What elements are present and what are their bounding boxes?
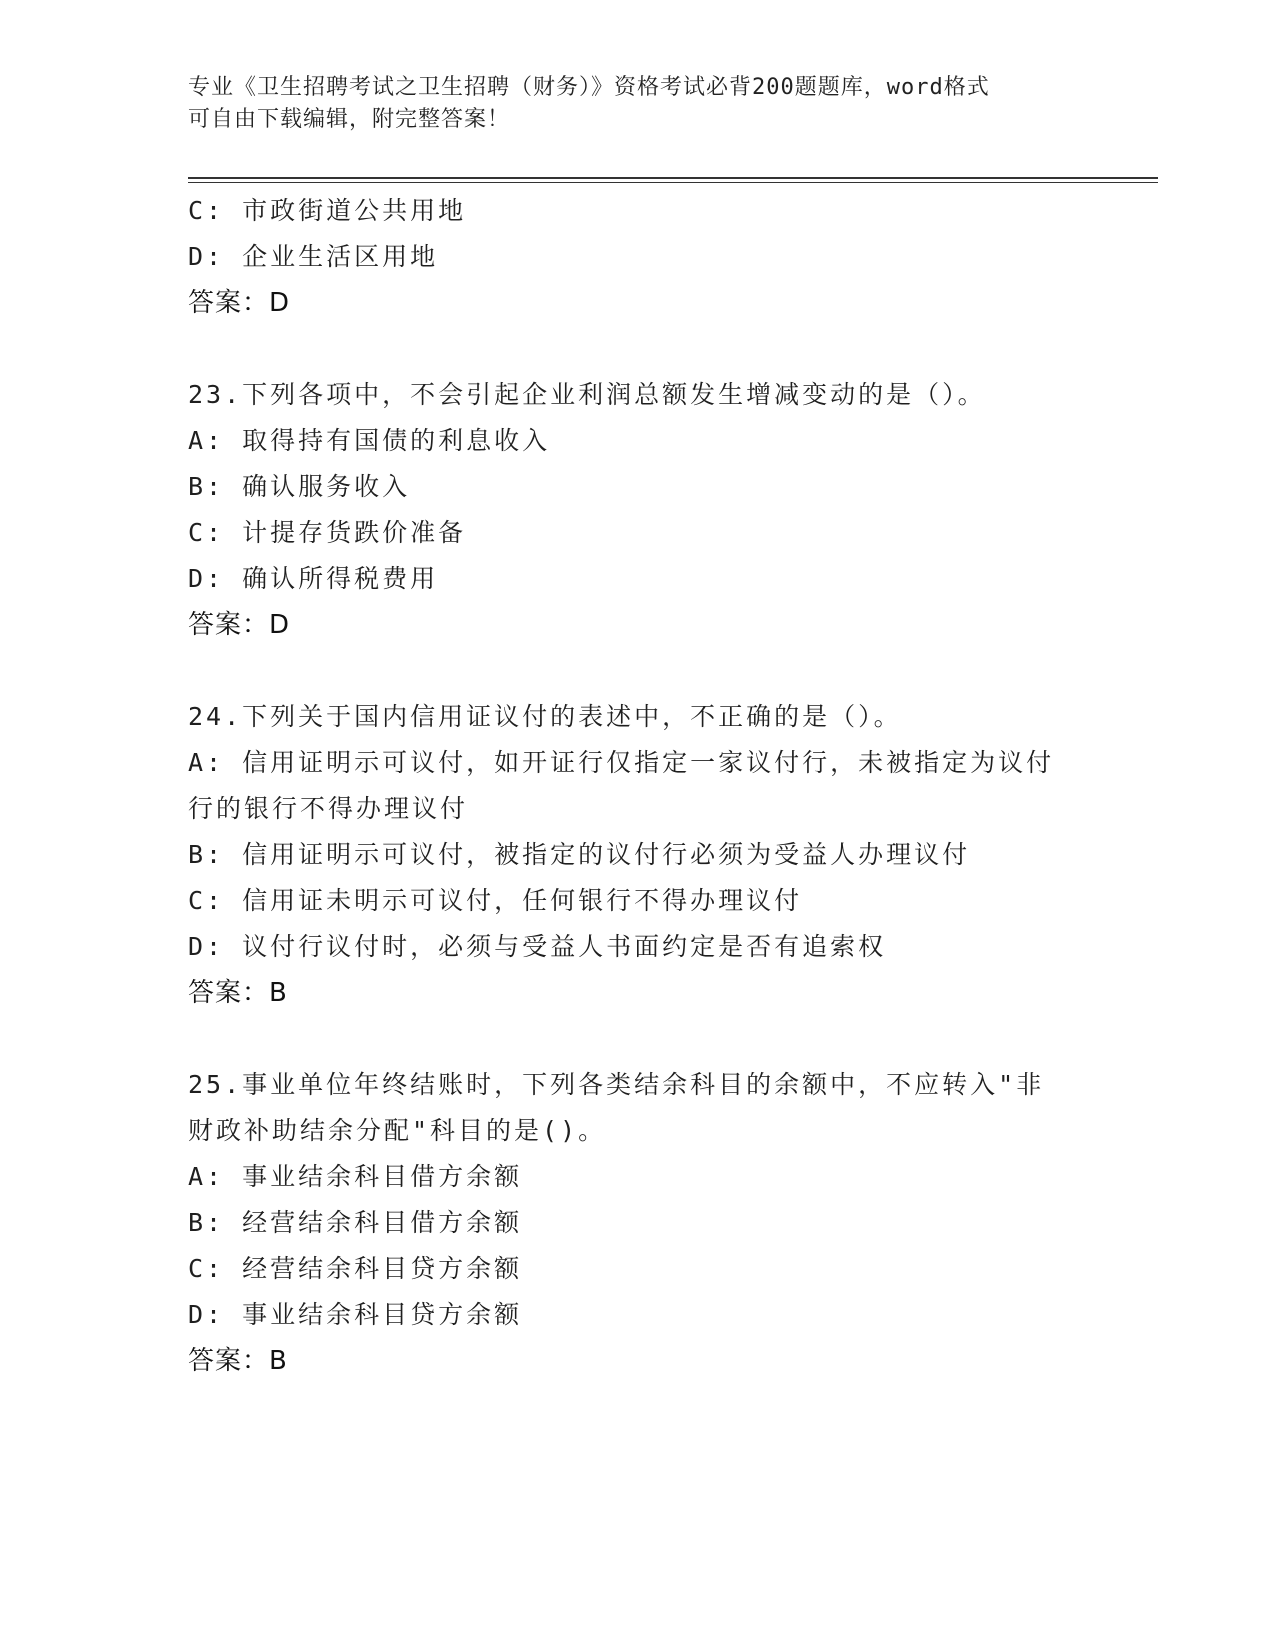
question-stem: 24.下列关于国内信用证议付的表述中，不正确的是（）。	[188, 702, 902, 731]
question-list	[188, 188, 1088, 1384]
option-a: A: 事业结余科目借方余额	[188, 1162, 523, 1191]
spacer	[188, 648, 1088, 694]
answer-line: 答案：B	[188, 1346, 288, 1376]
spacer	[188, 326, 1088, 372]
question-23	[188, 372, 1088, 648]
option-d: D: 议付行议付时，必须与受益人书面约定是否有追索权	[188, 932, 887, 961]
option-a-continuation: 行的银行不得办理议付	[188, 794, 469, 823]
question-stem: 25.事业单位年终结账时，下列各类结余科目的余额中，不应转入"非	[188, 1070, 1045, 1099]
option-a: A: 信用证明示可议付，如开证行仅指定一家议付行，未被指定为议付	[188, 748, 1055, 777]
option-b: B: 信用证明示可议付，被指定的议付行必须为受益人办理议付	[188, 840, 971, 869]
answer-line: 答案：D	[188, 610, 291, 640]
option-c: C: 市政街道公共用地	[188, 196, 467, 225]
header-title-line-2: 可自由下载编辑，附完整答案！	[188, 107, 511, 132]
spacer	[188, 1016, 1088, 1062]
option-b: B: 经营结余科目借方余额	[188, 1208, 523, 1237]
option-d: D: 企业生活区用地	[188, 242, 439, 271]
question-25	[188, 1062, 1088, 1384]
option-c: C: 信用证未明示可议付，任何银行不得办理议付	[188, 886, 803, 915]
option-a: A: 取得持有国债的利息收入	[188, 426, 551, 455]
question-22-continuation	[188, 188, 1088, 326]
option-b: B: 确认服务收入	[188, 472, 411, 501]
answer-line: 答案：D	[188, 288, 291, 318]
document-header	[188, 72, 1068, 136]
answer-line: 答案：B	[188, 978, 288, 1008]
option-c: C: 计提存货跌价准备	[188, 518, 467, 547]
header-divider-thin	[188, 182, 1158, 183]
question-24	[188, 694, 1088, 1016]
header-title-line-1: 专业《卫生招聘考试之卫生招聘（财务）》资格考试必背200题题库，word格式	[188, 75, 990, 100]
option-d: D: 确认所得税费用	[188, 564, 439, 593]
question-stem: 23.下列各项中，不会引起企业利润总额发生增减变动的是（）。	[188, 380, 986, 409]
header-divider-thick	[188, 177, 1158, 179]
option-d: D: 事业结余科目贷方余额	[188, 1300, 523, 1329]
question-stem-continuation: 财政补助结余分配"科目的是()。	[188, 1116, 607, 1145]
option-c: C: 经营结余科目贷方余额	[188, 1254, 523, 1283]
